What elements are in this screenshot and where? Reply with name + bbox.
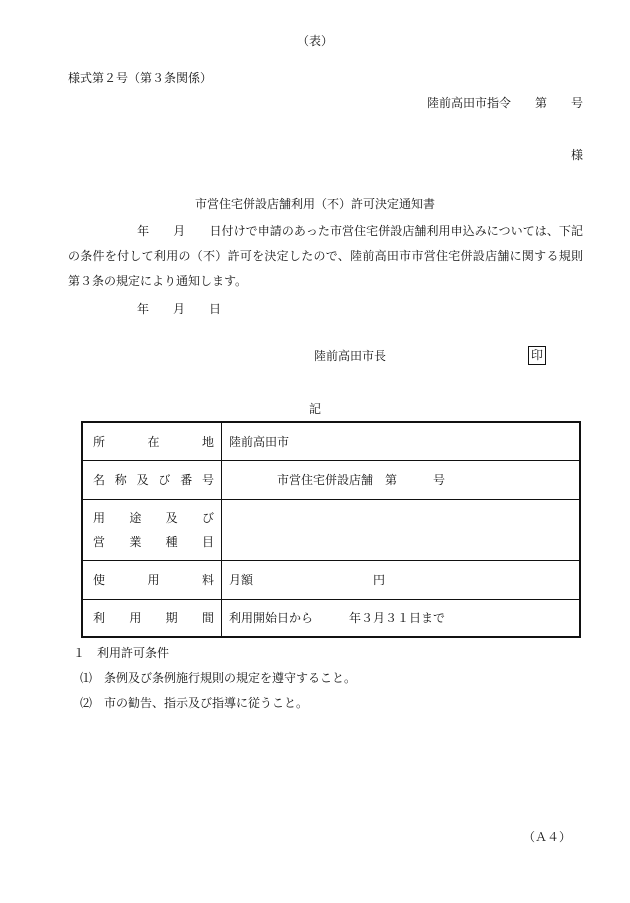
row-label-location: [82, 422, 222, 460]
label-char: 及: [136, 473, 149, 487]
label-char: 用: [147, 573, 160, 587]
order-number: 陸前高田市指令 第 号: [426, 96, 583, 110]
label-char: 利: [93, 611, 106, 626]
document-title: 市営住宅併設店舗利用（不）許可決定通知書: [194, 197, 435, 211]
row-value-name-number: 市営住宅併設店舗 第 号: [222, 460, 581, 499]
label-char: び: [201, 510, 214, 525]
form-number: 様式第２号（第３条関係）: [68, 71, 213, 85]
issue-date: 年 月 日: [137, 302, 222, 316]
label-char: 名: [93, 473, 106, 487]
label-char: 間: [201, 611, 214, 626]
ki-heading: 記: [308, 402, 321, 416]
label-char: 在: [147, 434, 160, 449]
label-char: 種: [165, 534, 178, 549]
details-table: [81, 421, 581, 638]
notice-paragraph: 年 月 日付けで申請のあった市営住宅併設店舗利用申込みについては、下記の条件を付して利用の（不）許可を決定したので、陸前高田市市営住宅併設店舗に関する規則第３条の規定により通知します。: [68, 224, 583, 288]
row-label-period: [82, 599, 222, 637]
table-row: [82, 560, 580, 599]
row-value-period: 利用開始日から 年３月３１日まで: [222, 599, 581, 637]
row-label-fee: [82, 560, 222, 599]
label-char: 目: [201, 534, 214, 549]
issuer-name: 陸前高田市長: [314, 349, 387, 363]
label-char: び: [158, 473, 171, 487]
row-label-name-number: [82, 460, 222, 499]
paper-size-label: （Ａ４）: [522, 830, 571, 844]
condition-item: ⑴ 条例及び条例施行規則の規定を遵守すること。: [80, 671, 357, 685]
label-char: 番: [180, 473, 193, 487]
row-value-use-business: [222, 499, 581, 560]
label-char: 所: [93, 434, 106, 449]
table-row: [82, 499, 580, 560]
label-char: 途: [129, 510, 142, 525]
table-row: [82, 599, 580, 637]
label-char: 営: [93, 534, 106, 549]
label-char: 期: [165, 611, 178, 626]
label-char: 地: [201, 434, 214, 449]
label-char: 用: [93, 510, 106, 525]
label-char: 業: [129, 534, 142, 549]
notice-body: [68, 219, 583, 294]
seal-mark: 印: [528, 346, 546, 365]
label-char: 称: [114, 473, 127, 487]
addressee-suffix: 様: [570, 148, 583, 162]
row-label-use-business: [82, 499, 222, 560]
row-value-location: 陸前高田市: [222, 422, 581, 460]
label-char: 使: [93, 573, 106, 587]
condition-item: ⑵ 市の勧告、指示及び指導に従うこと。: [80, 696, 309, 710]
label-char: 用: [129, 611, 142, 626]
label-char: 及: [165, 510, 178, 525]
row-value-fee: 月額 円: [222, 560, 581, 599]
label-char: 号: [201, 473, 214, 487]
label-char: 料: [201, 573, 214, 587]
side-label: （表）: [296, 34, 333, 48]
conditions-title: １ 利用許可条件: [73, 646, 170, 660]
table-row: [82, 460, 580, 499]
table-row: [82, 422, 580, 460]
